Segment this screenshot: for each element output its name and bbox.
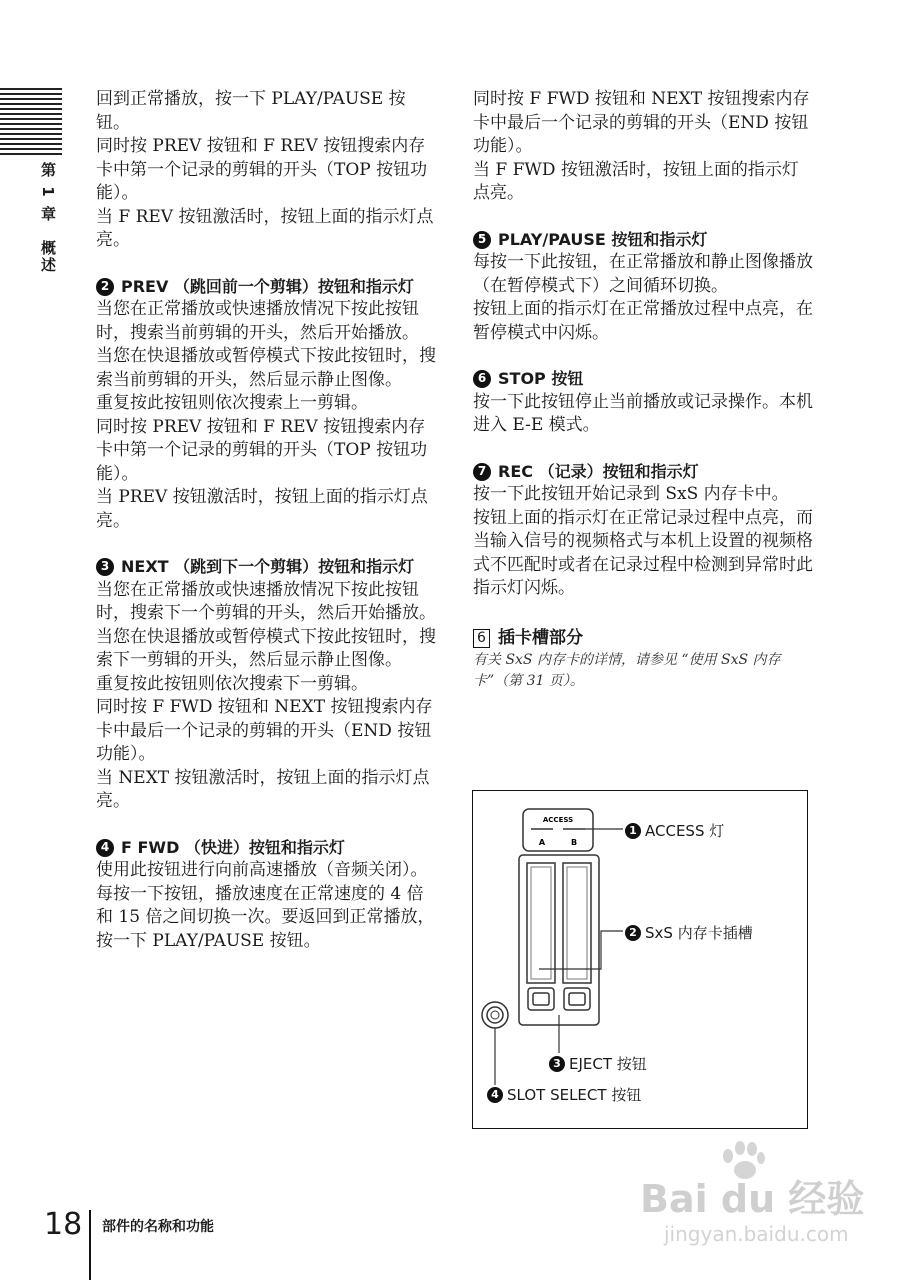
- footer-divider: [89, 1210, 91, 1280]
- paragraph: 同时按 PREV 按钮和 F REV 按钮搜索内存卡中第一个记录的剪辑的开头（TOP 按钮功能）。: [96, 136, 428, 203]
- paragraph: 回到正常播放，按一下 PLAY/PAUSE 按钮。: [96, 89, 406, 133]
- watermark: [640, 1140, 870, 1250]
- paragraph: 同时按 F FWD 按钮和 NEXT 按钮搜索内存卡中最后一个记录的剪辑的开头（END 按钮功能）。: [473, 89, 810, 156]
- paragraph: 按一下此按钮开始记录到 SxS 内存卡中。: [473, 484, 789, 504]
- card-slot-diagram: [473, 791, 807, 1128]
- reference-note: 有关 SxS 内存卡的详情，请参见 “使用 SxS 内存卡”（第 31 页）。: [473, 652, 781, 689]
- paragraph: 按一下此按钮停止当前播放或记录操作。本机进入 E-E 模式。: [473, 391, 813, 435]
- section-number-box: 6: [473, 629, 490, 648]
- section-heading-stop: 6 STOP 按钮: [473, 367, 813, 391]
- paragraph: 当 PREV 按钮激活时，按钮上面的指示灯点亮。: [96, 487, 428, 531]
- paragraph: 当 F FWD 按钮激活时，按钮上面的指示灯点亮。: [473, 159, 799, 203]
- footer-title: 部件的名称和功能: [102, 1219, 214, 1235]
- paragraph: 当您在快退播放或暂停模式下按此按钮时，搜索下一剪辑的开头，然后显示静止图像。: [96, 626, 436, 670]
- section-heading-play-pause: 5 PLAY/PAUSE 按钮和指示灯: [473, 228, 813, 252]
- watermark-logo: Bai du 经验: [640, 1177, 865, 1221]
- paragraph: 使用此按钮进行向前高速播放（音频关闭）。每按一下按钮，播放速度在正常速度的 4 倍和 15 倍之间切换一次。要返回到正常播放，按一下 PLAY/PAUSE 按钮。: [96, 860, 435, 951]
- slot-a-label: A: [538, 838, 546, 847]
- section-heading-ffwd: 4 F FWD （快进）按钮和指示灯: [96, 836, 436, 860]
- chapter-tab-lines: [0, 88, 62, 158]
- callout-access-lamp: 1 ACCESS 灯: [625, 820, 724, 841]
- paragraph: 按钮上面的指示灯在正常记录过程中点亮，而当输入信号的视频格式与本机上设置的视频格式不匹配时或者在记录过程中检测到异常时此指示灯闪烁。: [473, 507, 813, 598]
- paragraph: 每按一下此按钮，在正常播放和静止图像播放（在暂停模式下）之间循环切换。: [473, 252, 813, 296]
- number-badge: 3: [96, 558, 114, 576]
- paragraph: 同时按 F FWD 按钮和 NEXT 按钮搜索内存卡中最后一个记录的剪辑的开头（END 按钮功能）。: [96, 697, 433, 764]
- paragraph: 同时按 PREV 按钮和 F REV 按钮搜索内存卡中第一个记录的剪辑的开头（TOP 按钮功能）。: [96, 416, 428, 484]
- section-heading-rec: 7 REC （记录）按钮和指示灯: [473, 460, 813, 484]
- right-column: [473, 88, 813, 692]
- section-heading-prev: 2 PREV （跳回前一个剪辑）按钮和指示灯: [96, 275, 436, 299]
- card-slot-figure: [472, 790, 808, 1129]
- section-heading-card-slot: 6 插卡槽部分: [473, 627, 813, 651]
- paragraph: 当 NEXT 按钮激活时，按钮上面的指示灯点亮。: [96, 767, 430, 811]
- number-badge: 6: [473, 370, 491, 388]
- callout-eject-button: 3 EJECT 按钮: [549, 1053, 647, 1074]
- paragraph: 当您在快退播放或暂停模式下按此按钮时，搜索当前剪辑的开头，然后显示静止图像。: [96, 346, 436, 390]
- number-badge: 7: [473, 463, 491, 481]
- left-column: [96, 88, 436, 953]
- paragraph: 当 F REV 按钮激活时，按钮上面的指示灯点亮。: [96, 206, 434, 250]
- callout-slot-select-button: 4 SLOT SELECT 按钮: [487, 1084, 641, 1105]
- paragraph: 按钮上面的指示灯在正常播放过程中点亮，在暂停模式中闪烁。: [473, 299, 813, 343]
- paragraph: 重复按此按钮则依次搜索上一剪辑。: [96, 393, 368, 413]
- chapter-label: 第 1 章 概述: [39, 162, 57, 274]
- watermark-url: jingyan.baidu.com: [664, 1222, 849, 1246]
- number-badge: 4: [96, 839, 114, 857]
- number-badge: 5: [473, 231, 491, 249]
- paragraph: 当您在正常播放或快速播放情况下按此按钮时，搜索下一个剪辑的开头，然后开始播放。: [96, 579, 436, 623]
- number-badge: 2: [96, 278, 114, 296]
- access-panel-text: ACCESS: [542, 816, 574, 824]
- paragraph: 当您在正常播放或快速播放情况下按此按钮时，搜索当前剪辑的开头，然后开始播放。: [96, 299, 419, 343]
- section-heading-next: 3 NEXT （跳到下一个剪辑）按钮和指示灯: [96, 555, 436, 579]
- slot-b-label: B: [570, 838, 578, 847]
- paragraph: 重复按此按钮则依次搜索下一剪辑。: [96, 673, 368, 694]
- callout-sxs-slot: 2 SxS 内存卡插槽: [625, 922, 753, 943]
- page-number: 18: [44, 1207, 83, 1242]
